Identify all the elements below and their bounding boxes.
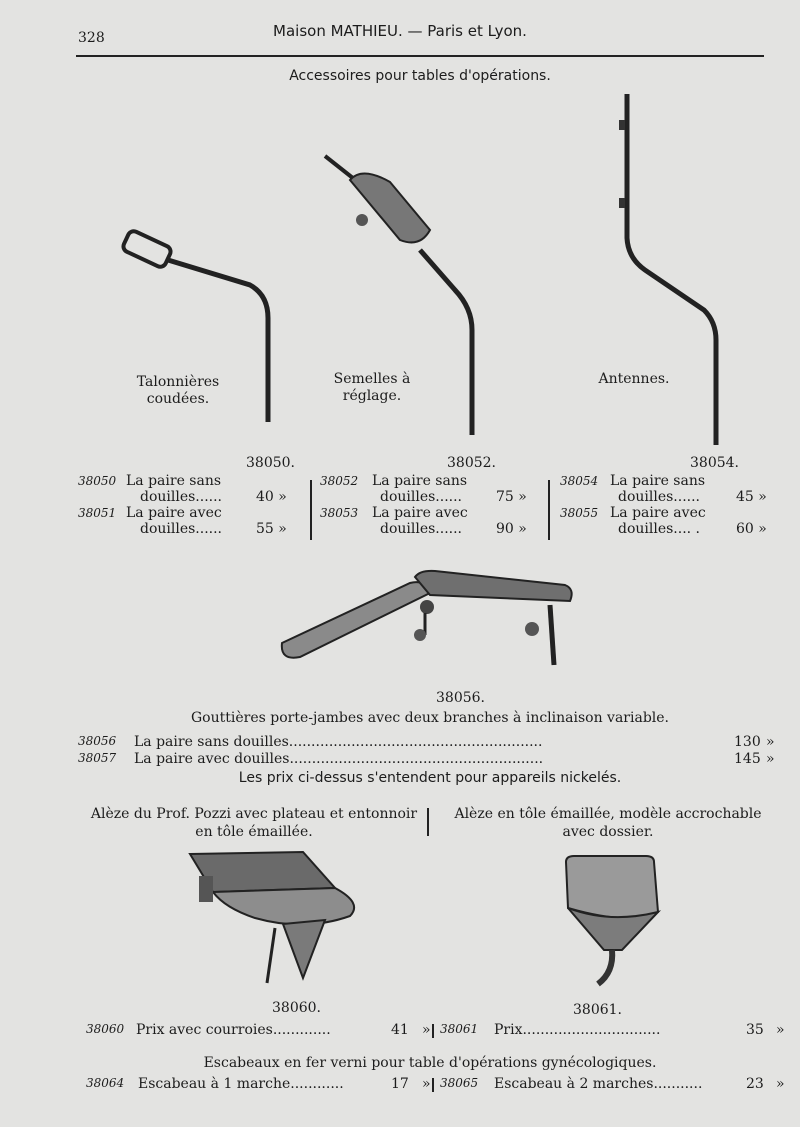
section-title: Accessoires pour tables d'opérations. (289, 68, 551, 84)
page-header-title: Maison MATHIEU. — Paris et Lyon. (273, 22, 527, 40)
ref-38056: 38056. (436, 690, 485, 706)
listing-row: 38050 La paire sans (78, 473, 222, 489)
ref-38052: 38052. (447, 455, 496, 471)
listing-row: 38056 La paire sans douilles......................................................... 130 » (78, 734, 775, 750)
listing-row: douilles...... 40 » (140, 489, 287, 505)
gutter-illustration (270, 565, 580, 675)
listing-row: douilles...... 75 » (380, 489, 527, 505)
antenne-illustration (619, 94, 716, 445)
column-divider (548, 480, 550, 540)
ref-38054: 38054. (690, 455, 739, 471)
label-antennes: Antennes. (598, 371, 670, 387)
aleze-left-caption: Alèze du Prof. Pozzi avec plateau et entonnoir en tôle émaillée. (90, 806, 418, 840)
listing-row: douilles...... 90 » (380, 521, 527, 537)
aleze-right-caption: Alèze en tôle émaillée, modèle accrochable avec dossier. (454, 806, 762, 840)
listing-row: douilles...... 55 » (140, 521, 287, 537)
page-number: 328 (78, 30, 105, 46)
gutter-caption: Gouttières porte-jambes avec deux branches à inclinaison variable. (190, 710, 670, 726)
listing-row: 38054 La paire sans (560, 473, 706, 489)
aleze-accrochable-illustration (560, 852, 670, 992)
listing-row: douilles...... 45 » (618, 489, 767, 505)
listing-row: 38053 La paire avec (320, 505, 468, 521)
listing-col-1 (78, 473, 310, 537)
label-talonnieres: Talonnières coudées. (136, 374, 220, 407)
ref-38061: 38061. (573, 1002, 622, 1018)
listing-col-3 (560, 473, 786, 537)
price-note: Les prix ci-dessus s'entendent pour appareils nickelés. (238, 770, 622, 786)
column-divider (310, 480, 312, 540)
gutter-listing (78, 734, 788, 768)
aleze-price-row: 38060 Prix avec courroies............. 41 » 38061 Prix............................... 35 » (86, 1022, 785, 1038)
header-rule (76, 55, 764, 57)
listing-row: 38057 La paire avec douilles......................................................... 145 » (78, 751, 775, 767)
escabeaux-price-row: 38064 Escabeau à 1 marche............ 17 » 38065 Escabeau à 2 marches........... 23 » (86, 1076, 785, 1092)
listing-col-2 (320, 473, 546, 537)
aleze-pozzi-illustration (185, 848, 365, 988)
escabeaux-caption: Escabeaux en fer verni pour table d'opérations gynécologiques. (203, 1055, 657, 1071)
listing-row: 38052 La paire sans (320, 473, 468, 489)
label-semelles: Semelles à réglage. (333, 371, 411, 404)
listing-row: 38055 La paire avec (560, 505, 706, 521)
listing-row: 38051 La paire avec (78, 505, 222, 521)
ref-38050: 38050. (246, 455, 295, 471)
column-divider (427, 808, 429, 836)
ref-38060: 38060. (272, 1000, 321, 1016)
listing-row: douilles.... . 60 » (618, 521, 767, 537)
